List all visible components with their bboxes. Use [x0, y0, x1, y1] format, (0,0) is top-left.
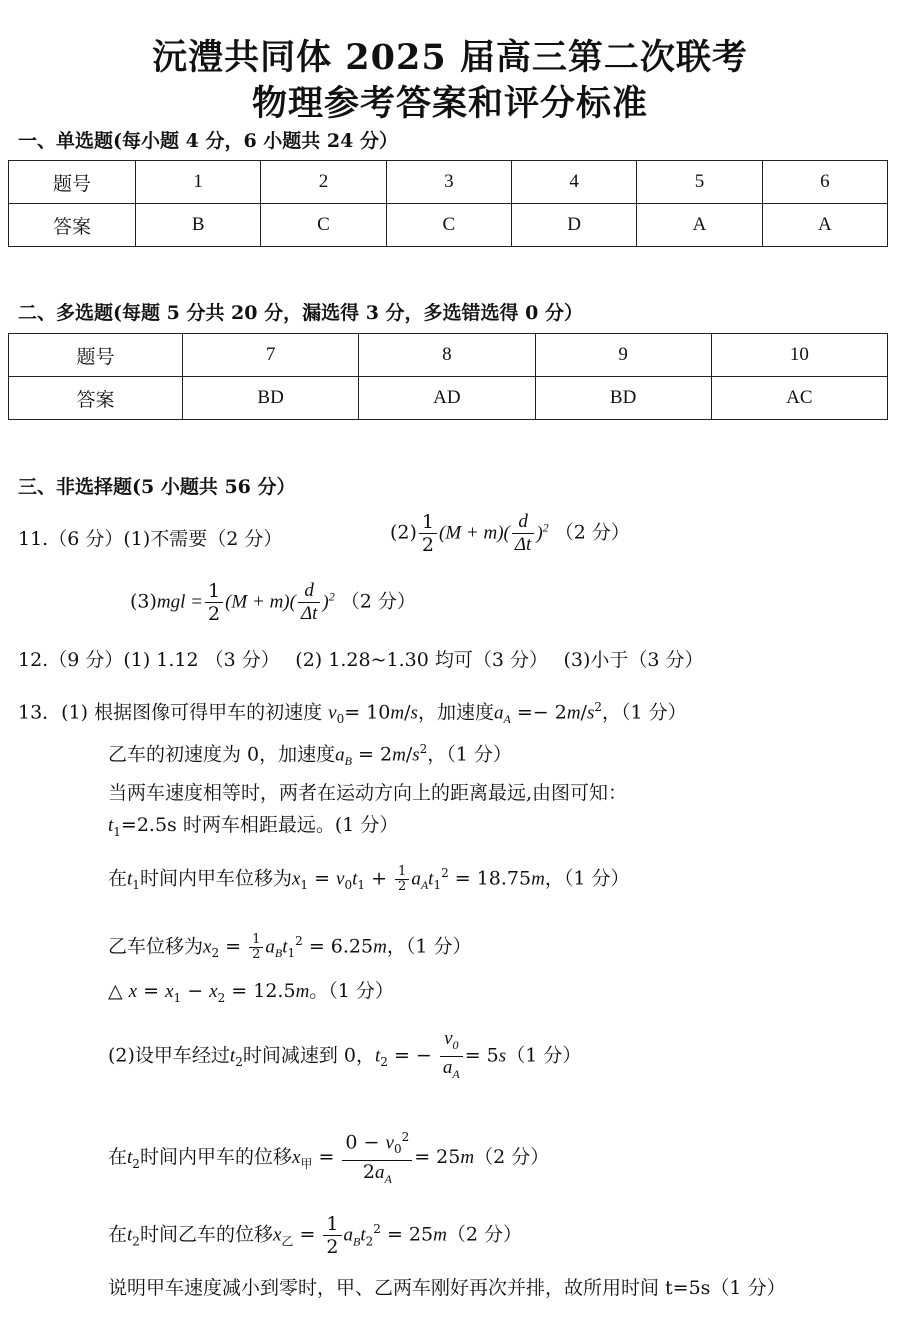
q13-line-10: 在$t_2$时间乙车的位移$x_乙$ = $\frac{1}{2}$ $a_Bt_2^2 = 25m(2$ 分） — [108, 1213, 522, 1258]
q11-part3: (3)mgl = $\frac{1}{2}$ (M + m)( $\frac{d}{\Delta t}$ )$^2$ （2 分） — [130, 580, 416, 625]
formula-fraction: $\frac{d}{\Delta t}$ — [512, 511, 534, 556]
formula-fraction: $\frac{1}{2}$ — [323, 1213, 341, 1258]
section2-heading: 二、多选题(每题 5 分共 20 分，漏选得 3 分，多选错选得 0 分） — [18, 302, 584, 324]
formula-fraction: $\frac{0 - v_0^2}{2a_A}$ — [342, 1126, 412, 1190]
q13-line-1: 13．(1) 根据图像可得甲车的初速度 $v_0= 10m/s$，加速度$a_A =- 2m/s^2$，（1 分） — [18, 700, 687, 727]
text: 时间减速到 0， — [242, 1044, 375, 1067]
q-number: 6 — [762, 161, 887, 204]
q13-line-7: △ $x = x_1 - x_2 = 12.5m$。（1 分） — [108, 980, 394, 1005]
q11-part1: 11.（6 分）(1)不需要（2 分） — [18, 528, 283, 550]
table-row — [9, 204, 888, 247]
q13-line-3: 当两车速度相等时，两者在运动方向上的距离最远,由图可知： — [108, 782, 628, 804]
section3-heading: 三、非选择题(5 小题共 56 分） — [18, 476, 296, 498]
q12-line: 12.（9 分）(1) 1.12 （3 分） (2) 1.28~1.30 均可（3 分） (3)小于（3 分） — [18, 649, 704, 671]
text: = 5 — [464, 1044, 499, 1067]
text: 乙车位移为 — [108, 935, 204, 958]
text: = 10 — [344, 701, 391, 724]
q-number: 7 — [183, 334, 359, 377]
title-line-1: 沅澧共同体 2025 届高三第二次联考 — [152, 37, 748, 78]
answer-cell: D — [511, 204, 636, 247]
text: = 25 — [414, 1145, 461, 1168]
table-row — [9, 377, 888, 420]
q13-line-5: 在$t_1$时间内甲车位移为$x_1 = v_0t_1$ + $\frac{1}{2}$ $a_At_1^2 = 18.75m$，（1 分） — [108, 863, 630, 894]
section1-heading: 一、单选题(每小题 4 分，6 小题共 24 分） — [18, 130, 398, 152]
single-choice-table — [8, 160, 888, 247]
text: 在 — [108, 1223, 128, 1246]
text: 。（1 分） — [309, 980, 394, 1002]
row-label: 答案 — [9, 377, 183, 420]
text: 13．(1) 根据图像可得甲车的初速度 — [18, 701, 329, 724]
text: (2)设甲车经过 — [108, 1044, 230, 1067]
formula-fraction: $\frac{1}{2}$ — [419, 511, 437, 556]
text: =− 2 — [516, 701, 567, 724]
text: ，（1 分） — [386, 935, 472, 958]
formula-fraction: $\frac{1}{2}$ — [249, 933, 263, 962]
answer-cell: BD — [535, 377, 711, 420]
answer-cell: AC — [711, 377, 887, 420]
text: ，（1 分） — [427, 743, 512, 766]
answer-cell: A — [637, 204, 762, 247]
q13-line-9: 在$t_2$时间内甲车的位移$x_甲$ = $\frac{0 - v_0^2}{2a_A}$ = 25m（2 分） — [108, 1126, 549, 1190]
formula-fraction: $\frac{v_0}{a_A}$ — [440, 1028, 463, 1085]
title-line-2: 物理参考答案和评分标准 — [251, 83, 648, 124]
text: （2 分） — [446, 1223, 522, 1246]
text: = 2 — [351, 743, 393, 766]
q13-line-6: 乙车位移为$x_2$ = $\frac{1}{2}$ $a_Bt_1^2 = 6.25m$，（1 分） — [108, 931, 472, 962]
q-number: 10 — [711, 334, 887, 377]
formula-fraction: $\frac{1}{2}$ — [205, 580, 223, 625]
answer-cell: AD — [359, 377, 535, 420]
q11-p2-score: （2 分） — [554, 521, 630, 544]
q-number: 9 — [535, 334, 711, 377]
answer-cell: C — [261, 204, 386, 247]
formula-fraction: $\frac{1}{2}$ — [395, 865, 409, 894]
q13-line-4: $t_1=2.5s$ 时两车相距最远。(1 分） — [108, 814, 399, 839]
answer-cell: C — [386, 204, 511, 247]
q11-part2: (2) $\frac{1}{2}$ (M + m)( $\frac{d}{\Delta t}$ )$^2$ （2 分） — [390, 511, 630, 556]
text: （2 分） — [474, 1145, 550, 1168]
text: 时间内甲车的位移 — [139, 1145, 292, 1168]
q-number: 1 — [136, 161, 261, 204]
q11-p2-prefix: (2) — [390, 521, 417, 544]
text: = 12.5 — [225, 980, 296, 1002]
q-number: 3 — [386, 161, 511, 204]
text: = 18.75 — [448, 867, 532, 890]
q13-line-2: 乙车的初速度为 0，加速度$a_B = 2m/s^2$，（1 分） — [108, 742, 512, 769]
text: ，加速度 — [417, 701, 494, 724]
answer-cell: B — [136, 204, 261, 247]
q-number: 2 — [261, 161, 386, 204]
q11-p3-score: （2 分） — [340, 590, 416, 613]
text: 在 — [108, 867, 128, 890]
text: 在 — [108, 1145, 128, 1168]
q-number: 5 — [637, 161, 762, 204]
table-row — [9, 334, 888, 377]
text: ，（1 分） — [544, 867, 630, 890]
text: = 6.25 — [302, 935, 374, 958]
text: =2.5s 时两车相距最远。(1 分） — [120, 814, 399, 836]
q-number: 4 — [511, 161, 636, 204]
text: = 25 — [386, 1223, 434, 1246]
text: （1 分） — [506, 1044, 582, 1067]
row-label: 答案 — [9, 204, 136, 247]
multi-choice-table — [8, 333, 888, 420]
table-row — [9, 161, 888, 204]
text: △ — [108, 980, 129, 1002]
q13-line-11: 说明甲车速度减小到零时，甲、乙两车刚好再次并排，故所用时间 t=5s（1 分） — [108, 1277, 786, 1299]
answer-cell: BD — [183, 377, 359, 420]
q11-p3-prefix: (3) — [130, 590, 157, 613]
q-number: 8 — [359, 334, 535, 377]
q13-line-8: (2)设甲车经过$t_2$时间减速到 0，$t_2$ = − $\frac{v_0}{a_A}$ = 5s（1 分） — [108, 1028, 581, 1085]
text: ，（1 分） — [602, 701, 687, 724]
row-label: 题号 — [9, 161, 136, 204]
row-label: 题号 — [9, 334, 183, 377]
text: 时间内甲车位移为 — [139, 867, 292, 890]
formula-fraction: $\frac{d}{\Delta t}$ — [298, 580, 320, 625]
text: 乙车的初速度为 0，加速度 — [108, 743, 336, 766]
text: 时间乙车的位移 — [139, 1223, 273, 1246]
answer-cell: A — [762, 204, 887, 247]
